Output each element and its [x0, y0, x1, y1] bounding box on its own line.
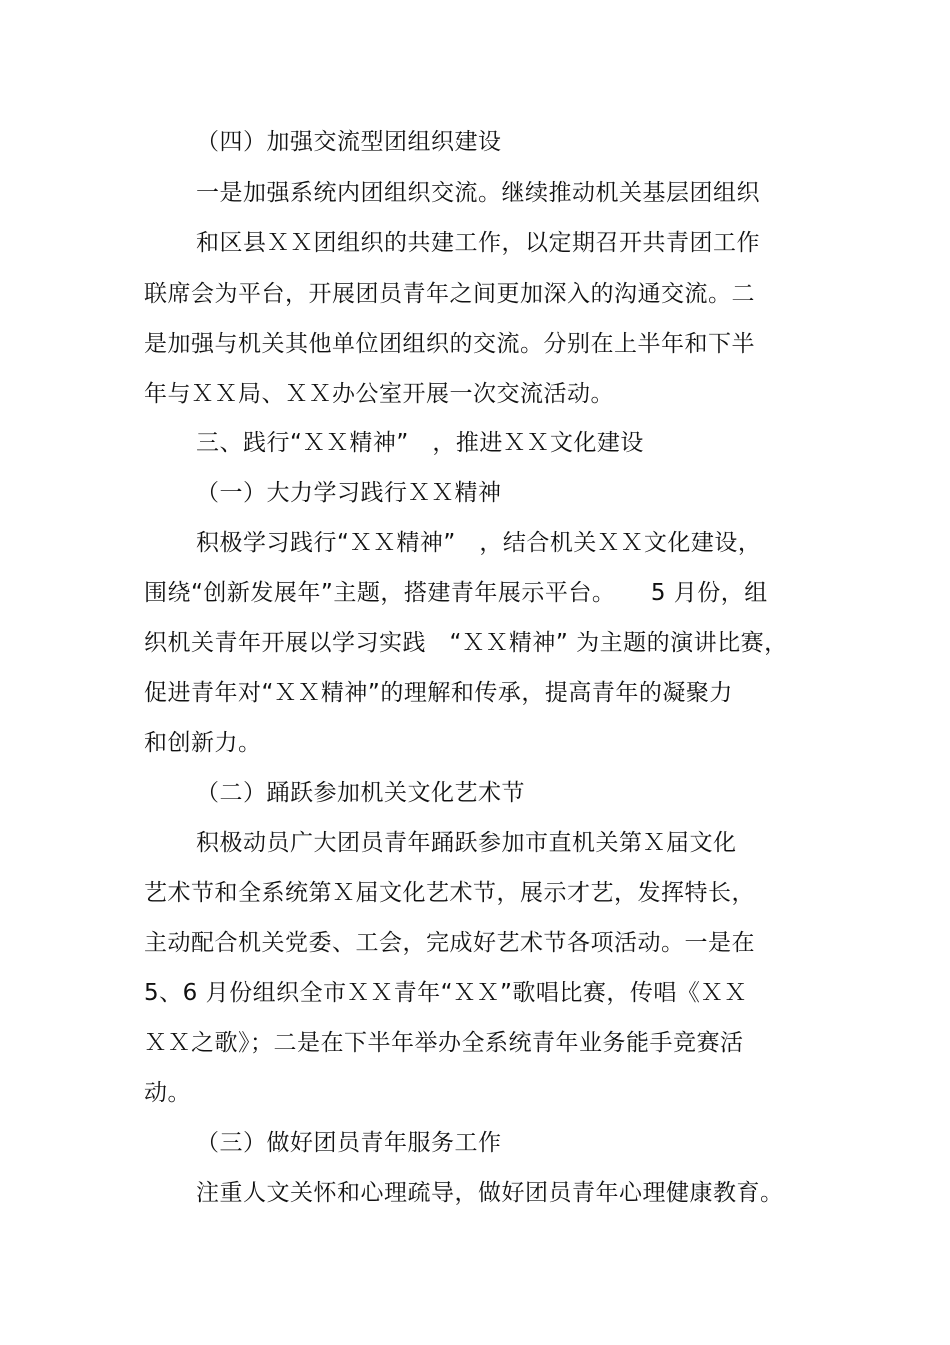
paragraph-line: 艺术节和全系统第Ｘ届文化艺术节，展示才艺，发挥特长，: [144, 880, 755, 906]
heading-part-3: 三、践行“ＸＸ精神” ，推进ＸＸ文化建设: [196, 430, 644, 456]
paragraph-line: 和区县ＸＸ团组织的共建工作，以定期召开共青团工作: [196, 230, 760, 256]
heading-section-1: （一）大力学习践行ＸＸ精神: [196, 480, 502, 506]
paragraph-line: 主动配合机关党委、工会，完成好艺术节各项活动。一是在: [144, 930, 755, 956]
paragraph-line: 5、6 月份组织全市ＸＸ青年“ＸＸ”歌唱比赛，传唱《ＸＸ: [144, 980, 748, 1006]
paragraph-line: 是加强与机关其他单位团组织的交流。分别在上半年和下半: [144, 331, 755, 357]
paragraph-line: 促进青年对“ＸＸ精神”的理解和传承，提高青年的凝聚力: [144, 680, 733, 706]
paragraph-line: 联席会为平台，开展团员青年之间更加深入的沟通交流。二: [144, 281, 755, 307]
paragraph-line: 年与ＸＸ局、ＸＸ办公室开展一次交流活动。: [144, 381, 614, 407]
paragraph-line: 积极动员广大团员青年踊跃参加市直机关第Ｘ届文化: [196, 830, 737, 856]
paragraph-line: 围绕“创新发展年”主题，搭建青年展示平台。 5 月份，组: [144, 580, 768, 606]
paragraph-line: 织机关青年开展以学习实践 “ＸＸ精神” 为主题的演讲比赛，: [144, 630, 788, 656]
paragraph-line: ＸＸ之歌》；二是在下半年举办全系统青年业务能手竞赛活: [144, 1030, 744, 1056]
paragraph-line: 动。: [144, 1080, 191, 1106]
heading-section-2: （二）踊跃参加机关文化艺术节: [196, 780, 525, 806]
paragraph-line: 积极学习践行“ＸＸ精神” ，结合机关ＸＸ文化建设，: [196, 530, 762, 556]
paragraph-line: 一是加强系统内团组织交流。继续推动机关基层团组织: [196, 180, 760, 206]
heading-section-3: （三）做好团员青年服务工作: [196, 1130, 502, 1156]
heading-section-4: （四）加强交流型团组织建设: [196, 129, 502, 155]
paragraph-line: 注重人文关怀和心理疏导，做好团员青年心理健康教育。: [196, 1180, 784, 1206]
paragraph-line: 和创新力。: [144, 730, 262, 756]
